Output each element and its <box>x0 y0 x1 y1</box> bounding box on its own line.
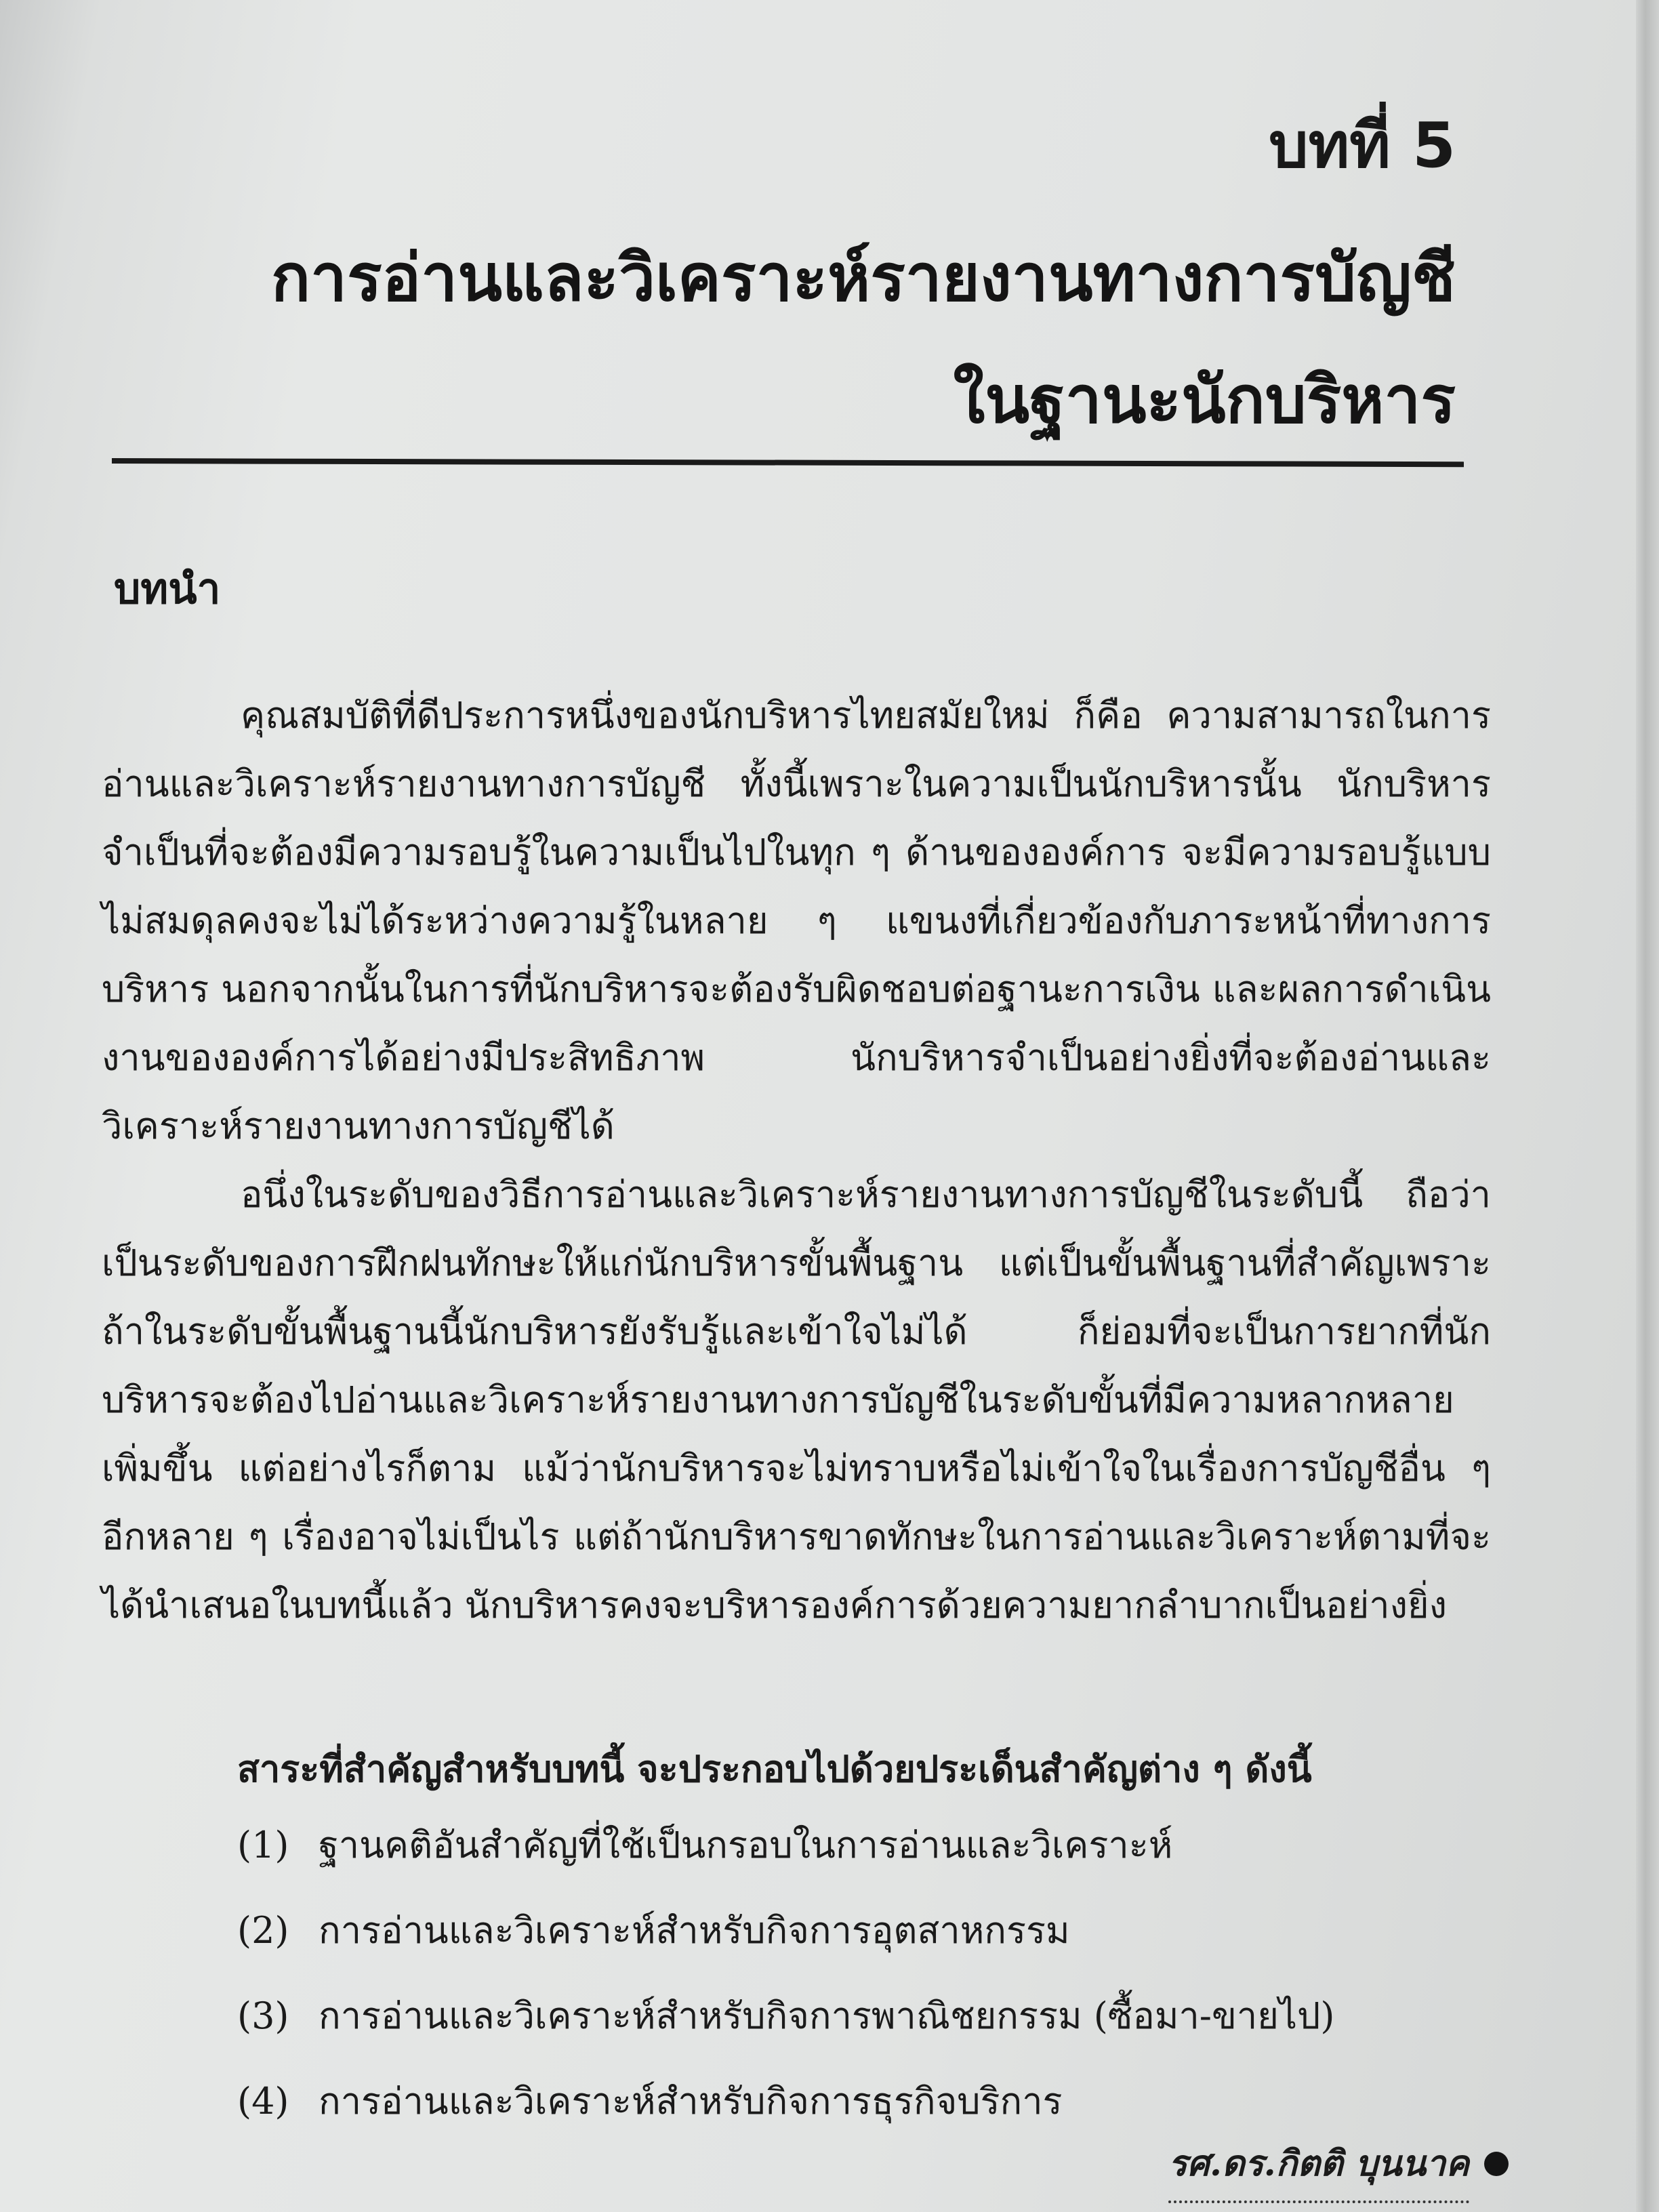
footer-bullet-icon <box>1484 2152 1509 2176</box>
intro-body <box>102 681 1491 1639</box>
paragraph-2: อนึ่งในระดับของวิธีการอ่านและวิเคราะห์รายงานทางการบัญชีในระดับนี้ ถือว่าเป็นระดับของการฝึกฝนทักษะให้แก่นักบริหารขั้นพื้นฐาน แต่เป็นขั้นพื้นฐานที่สำคัญเพราะถ้าในระดับขั้นพื้นฐานนี้นักบริหารยังรับรู้และเข้าใจไม่ได้ ก็ย่อมที่จะเป็นการยากที่นักบริหารจะต้องไปอ่านและวิเคราะห์รายงานทางการบัญชีในระดับขั้นที่มีความหลากหลายเพิ่มขึ้น แต่อย่างไรก็ตาม แม้ว่านักบริหารจะไม่ทราบหรือไม่เข้าใจในเรื่องการบัญชีอื่น ๆ อีกหลาย ๆ เรื่องอาจไม่เป็นไร แต่ถ้านักบริหารขาดทักษะในการอ่านและวิเคราะห์ตามที่จะได้นำเสนอในบทนี้แล้ว นักบริหารคงจะบริหารองค์การด้วยความยากลำบากเป็นอย่างยิ่ง <box>102 1173 1491 1626</box>
paragraph-1: คุณสมบัติที่ดีประการหนึ่งของนักบริหารไทยสมัยใหม่ ก็คือ ความสามารถในการอ่านและวิเคราะห์รายงานทางการบัญชี ทั้งนี้เพราะในความเป็นนักบริหารนั้น นักบริหารจำเป็นที่จะต้องมีความรอบรู้ในความเป็นไปในทุก ๆ ด้านขององค์การ จะมีความรอบรู้แบบไม่สมดุลคงจะไม่ได้ระหว่างความรู้ในหลาย ๆ แขนงที่เกี่ยวข้องกับภาระหน้าที่ทางการบริหาร นอกจากนั้นในการที่นักบริหารจะต้องรับผิดชอบต่อฐานะการเงิน และผลการดำเนินงานขององค์การได้อย่างมีประสิทธิภาพ นักบริหารจำเป็นอย่างยิ่งที่จะต้องอ่านและวิเคราะห์รายงานทางการบัญชีได้ <box>102 694 1491 1147</box>
list-item <box>237 1803 1525 1888</box>
chapter-title <box>168 217 1456 461</box>
summary-intro: สาระที่สำคัญสำหรับบทนี้ จะประกอบไปด้วยประเด็นสำคัญต่าง ๆ ดังนี้ <box>237 1747 1312 1790</box>
list-item-number: (1) <box>237 1824 289 1866</box>
list-item-number: (2) <box>237 1909 289 1952</box>
list-item-text: ฐานคติอันสำคัญที่ใช้เป็นกรอบในการอ่านและวิเคราะห์ <box>319 1824 1173 1866</box>
chapter-number: บทที่ 5 <box>1269 109 1456 182</box>
author-name: รศ.ดร.กิตติ บุนนาค <box>1168 2135 1469 2203</box>
page-edge <box>1636 0 1659 2212</box>
list-item-text: การอ่านและวิเคราะห์สำหรับกิจการอุตสาหกรรม <box>319 1909 1070 1952</box>
list-item-number: (4) <box>237 2080 289 2123</box>
list-item-text: การอ่านและวิเคราะห์สำหรับกิจการธุรกิจบริการ <box>319 2080 1063 2123</box>
chapter-title-line-2: ในฐานะนักบริหาร <box>953 362 1456 438</box>
section-heading: บทนำ <box>114 564 221 613</box>
chapter-summary <box>237 1735 1525 2144</box>
list-item <box>237 2059 1525 2144</box>
list-item-text: การอ่านและวิเคราะห์สำหรับกิจการพาณิชยกรรม (ซื้อมา-ขายไป) <box>319 1994 1335 2037</box>
list-item <box>237 1888 1525 1973</box>
list-item <box>237 1973 1525 2059</box>
chapter-title-line-1: การอ่านและวิเคราะห์รายงานทางการบัญชี <box>271 240 1456 316</box>
list-item-number: (3) <box>237 1994 289 2037</box>
summary-list <box>237 1803 1525 2144</box>
